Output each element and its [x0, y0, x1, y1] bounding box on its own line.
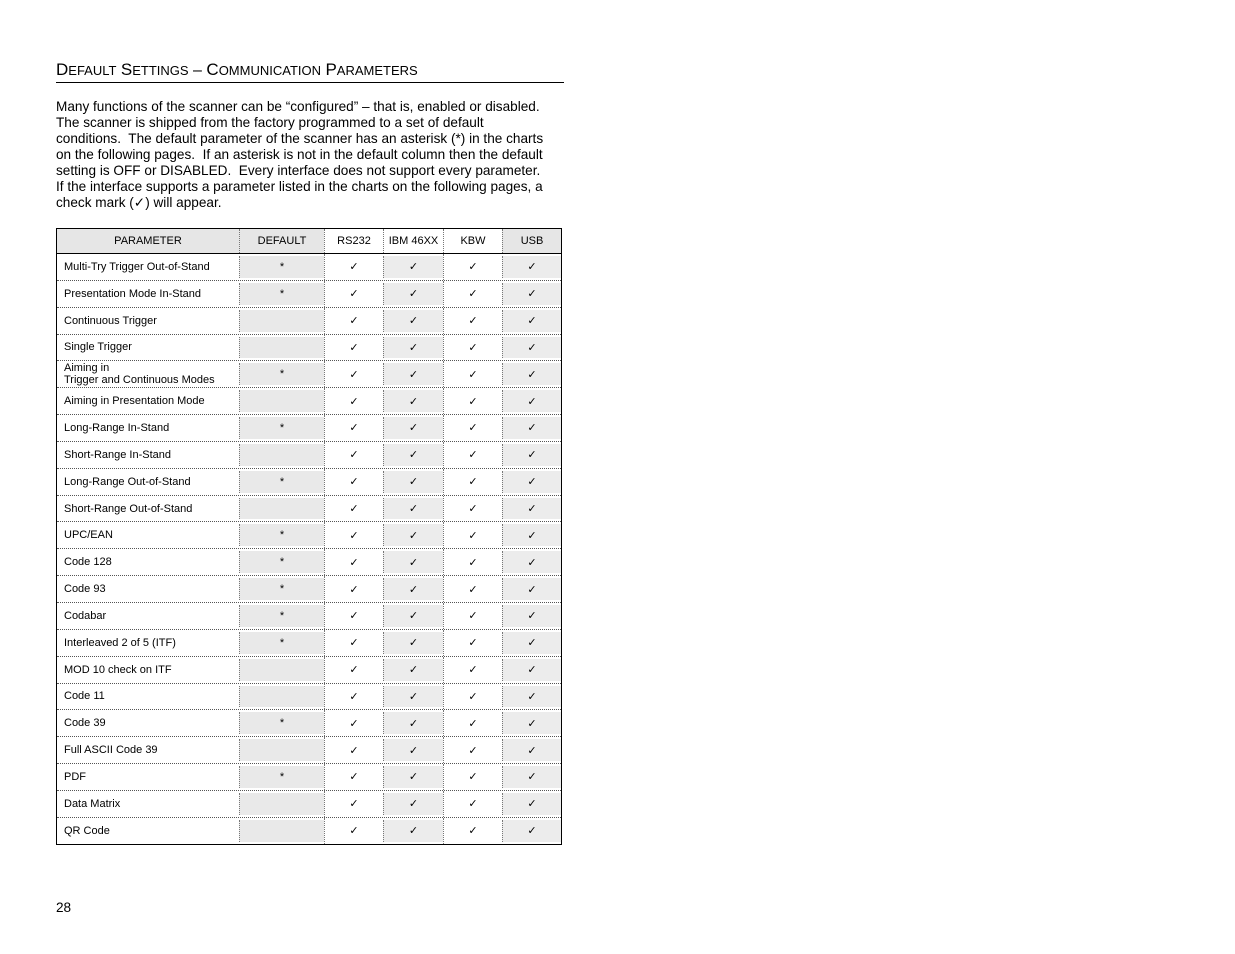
default-cell — [239, 471, 324, 493]
rs232-cell — [324, 764, 383, 790]
usb-cell — [502, 551, 561, 573]
ibm46xx-cell — [383, 632, 443, 654]
parameter-cell: Code 93 — [64, 583, 106, 596]
default-asterisk: * — [279, 636, 285, 649]
table-row — [57, 817, 561, 844]
check-mark-icon: ✓ — [408, 555, 419, 569]
check-mark-icon: ✓ — [349, 555, 359, 569]
default-cell — [239, 686, 324, 708]
default-asterisk: * — [279, 556, 285, 569]
check-mark-icon: ✓ — [527, 475, 537, 489]
check-mark-icon: ✓ — [408, 260, 419, 274]
ibm46xx-cell — [383, 578, 443, 600]
parameter-line: Trigger and Continuous Modes — [64, 374, 215, 387]
rs232-cell — [324, 308, 383, 334]
default-cell — [239, 256, 324, 278]
default-asterisk: * — [279, 583, 285, 596]
check-mark-icon: ✓ — [349, 287, 359, 301]
table-row — [57, 280, 561, 307]
parameter-cell — [57, 361, 239, 387]
table-row — [57, 629, 561, 656]
kbw-cell — [443, 496, 502, 522]
kbw-cell — [443, 281, 502, 307]
check-mark-icon: ✓ — [408, 636, 419, 650]
check-mark-icon: ✓ — [468, 716, 478, 730]
ibm46xx-cell — [383, 739, 443, 761]
check-mark-icon: ✓ — [527, 636, 537, 650]
table-row — [57, 736, 561, 763]
ibm46xx-cell — [383, 498, 443, 520]
check-mark-icon: ✓ — [468, 475, 478, 489]
title-initial-c: C — [206, 60, 219, 79]
table-row — [57, 521, 561, 548]
title-initial-d: D — [56, 60, 69, 79]
default-cell — [239, 390, 324, 412]
check-mark-icon: ✓ — [468, 340, 478, 354]
check-mark-icon: ✓ — [408, 448, 419, 462]
usb-cell — [502, 471, 561, 493]
kbw-cell — [443, 549, 502, 575]
usb-cell — [502, 337, 561, 359]
parameter-cell: Data Matrix — [64, 797, 121, 810]
check-mark-icon: ✓ — [408, 609, 419, 623]
check-mark-icon: ✓ — [527, 824, 537, 838]
check-mark-icon: ✓ — [349, 421, 359, 435]
default-asterisk: * — [279, 529, 285, 542]
check-mark-icon: ✓ — [349, 260, 359, 274]
check-mark-icon: ✓ — [408, 502, 419, 516]
usb-cell — [502, 632, 561, 654]
rs232-cell — [324, 496, 383, 522]
table-row — [57, 387, 561, 414]
ibm46xx-cell — [383, 686, 443, 708]
rs232-cell — [324, 469, 383, 495]
title-initial-p: P — [325, 60, 337, 79]
check-mark-icon: ✓ — [349, 824, 359, 838]
check-mark-icon: ✓ — [349, 528, 359, 542]
check-mark-icon: ✓ — [468, 743, 478, 757]
check-mark-icon: ✓ — [527, 502, 537, 516]
header-ibm46xx: IBM 46XX — [383, 229, 443, 253]
usb-cell — [502, 417, 561, 439]
check-mark-icon: ✓ — [349, 716, 359, 730]
rs232-cell — [324, 388, 383, 414]
table-row — [57, 683, 561, 710]
check-mark-icon: ✓ — [408, 797, 419, 811]
check-mark-icon: ✓ — [527, 743, 537, 757]
check-mark-icon: ✓ — [408, 475, 419, 489]
intro-line: If the interface supports a parameter listed in the charts on the following pages, a — [56, 179, 543, 194]
check-mark-icon: ✓ — [527, 448, 537, 462]
check-mark-icon: ✓ — [468, 421, 478, 435]
intro-line: on the following pages. If an asterisk is not in the default column then the default — [56, 147, 543, 162]
kbw-cell — [443, 335, 502, 361]
ibm46xx-cell — [383, 793, 443, 815]
check-mark-icon: ✓ — [349, 689, 359, 703]
table-row — [57, 790, 561, 817]
ibm46xx-cell — [383, 337, 443, 359]
usb-cell — [502, 256, 561, 278]
title-word-parameters: ARAMETERS — [336, 63, 418, 78]
header-usb: USB — [502, 229, 561, 253]
check-mark-icon: ✓ — [349, 663, 359, 677]
table-header-row — [57, 229, 561, 254]
check-mark-icon: ✓ — [349, 394, 359, 408]
check-mark-icon: ✓ — [527, 689, 537, 703]
default-cell — [239, 793, 324, 815]
rs232-cell — [324, 335, 383, 361]
default-asterisk: * — [279, 609, 285, 622]
kbw-cell — [443, 415, 502, 441]
usb-cell — [502, 712, 561, 734]
default-cell — [239, 659, 324, 681]
rs232-cell — [324, 657, 383, 683]
table-row — [57, 709, 561, 736]
check-mark-icon: ✓ — [408, 340, 419, 354]
check-mark-icon: ✓ — [468, 609, 478, 623]
table-row — [57, 414, 561, 441]
check-mark-icon: ✓ — [468, 824, 478, 838]
check-mark-icon: ✓ — [527, 528, 537, 542]
check-mark-icon: ✓ — [408, 689, 419, 703]
check-mark-icon: ✓ — [527, 770, 537, 784]
usb-cell — [502, 793, 561, 815]
check-mark-icon: ✓ — [468, 636, 478, 650]
rs232-cell — [324, 684, 383, 710]
parameter-cell: Long-Range In-Stand — [64, 421, 170, 434]
rs232-cell — [324, 281, 383, 307]
check-mark-icon: ✓ — [408, 367, 419, 381]
default-asterisk: * — [279, 287, 285, 300]
check-mark-icon: ✓ — [349, 340, 359, 354]
default-cell — [239, 417, 324, 439]
rs232-cell — [324, 818, 383, 844]
check-mark-icon: ✓ — [468, 394, 478, 408]
usb-cell — [502, 605, 561, 627]
check-mark-icon: ✓ — [468, 448, 478, 462]
check-mark-icon: ✓ — [408, 743, 419, 757]
table-row — [57, 468, 561, 495]
table-row — [57, 575, 561, 602]
default-cell — [239, 712, 324, 734]
title-word-communication: OMMUNICATION — [218, 63, 321, 78]
parameter-cell: Multi-Try Trigger Out-of-Stand — [64, 260, 210, 273]
check-mark-icon: ✓ — [527, 663, 537, 677]
title-word-default: EFAULT — [68, 63, 117, 78]
check-mark-icon: ✓ — [527, 716, 537, 730]
check-mark-icon: ✓ — [468, 663, 478, 677]
check-mark-icon: ✓ — [349, 609, 359, 623]
default-cell — [239, 551, 324, 573]
default-cell — [239, 310, 324, 332]
parameter-cell: Codabar — [64, 609, 107, 622]
table-row — [57, 656, 561, 683]
usb-cell — [502, 498, 561, 520]
usb-cell — [502, 578, 561, 600]
kbw-cell — [443, 818, 502, 844]
check-mark-icon: ✓ — [408, 824, 419, 838]
check-mark-icon: ✓ — [468, 260, 478, 274]
check-mark-icon: ✓ — [527, 797, 537, 811]
usb-cell — [502, 310, 561, 332]
ibm46xx-cell — [383, 551, 443, 573]
default-cell — [239, 820, 324, 842]
rs232-cell — [324, 442, 383, 468]
ibm46xx-cell — [383, 417, 443, 439]
check-mark-icon: ✓ — [408, 287, 419, 301]
check-mark-icon: ✓ — [527, 340, 537, 354]
ibm46xx-cell — [383, 605, 443, 627]
usb-cell — [502, 739, 561, 761]
check-mark-icon: ✓ — [468, 770, 478, 784]
check-mark-icon: ✓ — [527, 421, 537, 435]
check-mark-icon: ✓ — [349, 502, 359, 516]
parameter-cell: Code 39 — [64, 717, 106, 730]
default-cell — [239, 283, 324, 305]
parameter-cell: Long-Range Out-of-Stand — [64, 475, 191, 488]
default-cell — [239, 578, 324, 600]
check-mark-icon: ✓ — [408, 663, 419, 677]
usb-cell — [502, 390, 561, 412]
check-mark-icon: ✓ — [527, 260, 537, 274]
check-mark-icon: ✓ — [527, 582, 537, 596]
check-mark-icon: ✓ — [349, 475, 359, 489]
table-row — [57, 763, 561, 790]
kbw-cell — [443, 737, 502, 763]
kbw-cell — [443, 791, 502, 817]
check-mark-icon: ✓ — [349, 314, 359, 328]
check-mark-icon: ✓ — [468, 502, 478, 516]
check-mark-icon: ✓ — [468, 797, 478, 811]
parameter-cell: Short-Range In-Stand — [64, 448, 172, 461]
table-row — [57, 602, 561, 629]
kbw-cell — [443, 576, 502, 602]
title-dash: – — [193, 62, 202, 79]
kbw-cell — [443, 657, 502, 683]
usb-cell — [502, 766, 561, 788]
default-asterisk: * — [279, 475, 285, 488]
default-asterisk: * — [279, 717, 285, 730]
default-asterisk: * — [279, 421, 285, 434]
page-number: 28 — [56, 900, 72, 915]
default-cell — [239, 524, 324, 546]
check-mark-icon: ✓ — [349, 582, 359, 596]
parameter-cell: QR Code — [64, 824, 110, 837]
check-mark-icon: ✓ — [468, 287, 478, 301]
default-asterisk: * — [279, 770, 285, 783]
table-row — [57, 334, 561, 361]
parameter-cell: Single Trigger — [64, 341, 132, 354]
kbw-cell — [443, 684, 502, 710]
intro-line: The scanner is shipped from the factory programmed to a set of default — [56, 115, 484, 130]
rs232-cell — [324, 576, 383, 602]
table-row — [57, 495, 561, 522]
default-cell — [239, 766, 324, 788]
section-title — [56, 58, 564, 83]
intro-line: Many functions of the scanner can be “configured” – that is, enabled or disabled. — [56, 99, 540, 114]
check-mark-icon: ✓ — [527, 394, 537, 408]
parameter-cell: Code 11 — [64, 690, 105, 703]
table-row — [57, 360, 561, 387]
usb-cell — [502, 283, 561, 305]
title-word-settings: ETTINGS — [132, 63, 189, 78]
check-mark-icon: ✓ — [468, 314, 478, 328]
rs232-cell — [324, 254, 383, 280]
parameter-cell: Short-Range Out-of-Stand — [64, 502, 193, 515]
table-row — [57, 254, 561, 280]
usb-cell — [502, 444, 561, 466]
ibm46xx-cell — [383, 256, 443, 278]
check-mark-icon: ✓ — [349, 448, 359, 462]
ibm46xx-cell — [383, 390, 443, 412]
kbw-cell — [443, 630, 502, 656]
check-mark-icon: ✓ — [468, 528, 478, 542]
default-cell — [239, 739, 324, 761]
default-asterisk: * — [279, 260, 285, 273]
default-cell — [239, 605, 324, 627]
kbw-cell — [443, 442, 502, 468]
check-mark-icon: ✓ — [468, 367, 478, 381]
kbw-cell — [443, 254, 502, 280]
rs232-cell — [324, 630, 383, 656]
default-cell — [239, 632, 324, 654]
default-asterisk: * — [279, 368, 285, 381]
parameter-cell: PDF — [64, 770, 86, 783]
ibm46xx-cell — [383, 283, 443, 305]
rs232-cell — [324, 737, 383, 763]
check-mark-icon: ✓ — [408, 582, 419, 596]
check-mark-icon: ✓ — [468, 582, 478, 596]
header-rs232: RS232 — [324, 229, 383, 253]
header-default: DEFAULT — [239, 229, 324, 253]
check-mark-icon: ✓ — [349, 770, 359, 784]
ibm46xx-cell — [383, 524, 443, 546]
default-cell — [239, 498, 324, 520]
usb-cell — [502, 524, 561, 546]
default-cell — [239, 444, 324, 466]
rs232-cell — [324, 361, 383, 387]
check-mark-icon: ✓ — [349, 367, 359, 381]
parameter-cell: Full ASCII Code 39 — [64, 744, 158, 757]
kbw-cell — [443, 710, 502, 736]
check-mark-icon: ✓ — [468, 689, 478, 703]
ibm46xx-cell — [383, 363, 443, 385]
rs232-cell — [324, 710, 383, 736]
kbw-cell — [443, 388, 502, 414]
ibm46xx-cell — [383, 820, 443, 842]
header-parameter: PARAMETER — [57, 229, 239, 253]
usb-cell — [502, 659, 561, 681]
kbw-cell — [443, 522, 502, 548]
check-mark-icon: ✓ — [527, 609, 537, 623]
parameter-cell: Code 128 — [64, 556, 112, 569]
check-mark-icon: ✓ — [527, 287, 537, 301]
check-mark-icon: ✓ — [527, 367, 537, 381]
intro-line: conditions. The default parameter of the scanner has an asterisk (*) in the charts — [56, 131, 544, 146]
check-mark-icon: ✓ — [527, 555, 537, 569]
parameter-cell: Interleaved 2 of 5 (ITF) — [64, 636, 176, 649]
rs232-cell — [324, 415, 383, 441]
table-row — [57, 548, 561, 575]
rs232-cell — [324, 603, 383, 629]
ibm46xx-cell — [383, 444, 443, 466]
kbw-cell — [443, 469, 502, 495]
check-mark-icon: ✓ — [408, 421, 419, 435]
usb-cell — [502, 820, 561, 842]
parameter-cell: Presentation Mode In-Stand — [64, 287, 201, 300]
check-mark-icon: ✓ — [408, 528, 419, 542]
ibm46xx-cell — [383, 310, 443, 332]
kbw-cell — [443, 361, 502, 387]
check-mark-icon: ✓ — [349, 636, 359, 650]
intro-paragraph — [56, 99, 568, 211]
parameter-cell: Aiming in Presentation Mode — [64, 395, 205, 408]
kbw-cell — [443, 764, 502, 790]
ibm46xx-cell — [383, 766, 443, 788]
check-mark-icon: ✓ — [527, 314, 537, 328]
rs232-cell — [324, 522, 383, 548]
check-mark-icon: ✓ — [408, 716, 419, 730]
usb-cell — [502, 686, 561, 708]
parameter-cell: UPC/EAN — [64, 529, 113, 542]
default-cell — [239, 337, 324, 359]
table-body — [57, 254, 561, 844]
header-kbw: KBW — [443, 229, 502, 253]
ibm46xx-cell — [383, 471, 443, 493]
check-mark-icon: ✓ — [349, 743, 359, 757]
parameter-line: Aiming in — [64, 362, 110, 375]
table-row — [57, 441, 561, 468]
check-mark-icon: ✓ — [408, 394, 419, 408]
default-cell — [239, 363, 324, 385]
ibm46xx-cell — [383, 659, 443, 681]
intro-line: check mark (✓) will appear. — [56, 195, 222, 210]
check-mark-icon: ✓ — [408, 770, 419, 784]
intro-line: setting is OFF or DISABLED. Every interface does not support every parameter. — [56, 163, 541, 178]
ibm46xx-cell — [383, 712, 443, 734]
kbw-cell — [443, 603, 502, 629]
rs232-cell — [324, 549, 383, 575]
parameter-cell: Continuous Trigger — [64, 314, 157, 327]
table-row — [57, 307, 561, 334]
usb-cell — [502, 363, 561, 385]
parameter-table — [56, 228, 562, 845]
kbw-cell — [443, 308, 502, 334]
parameter-cell: MOD 10 check on ITF — [64, 663, 172, 676]
check-mark-icon: ✓ — [408, 314, 419, 328]
rs232-cell — [324, 791, 383, 817]
check-mark-icon: ✓ — [468, 555, 478, 569]
title-initial-s: S — [120, 60, 133, 79]
check-mark-icon: ✓ — [349, 797, 359, 811]
